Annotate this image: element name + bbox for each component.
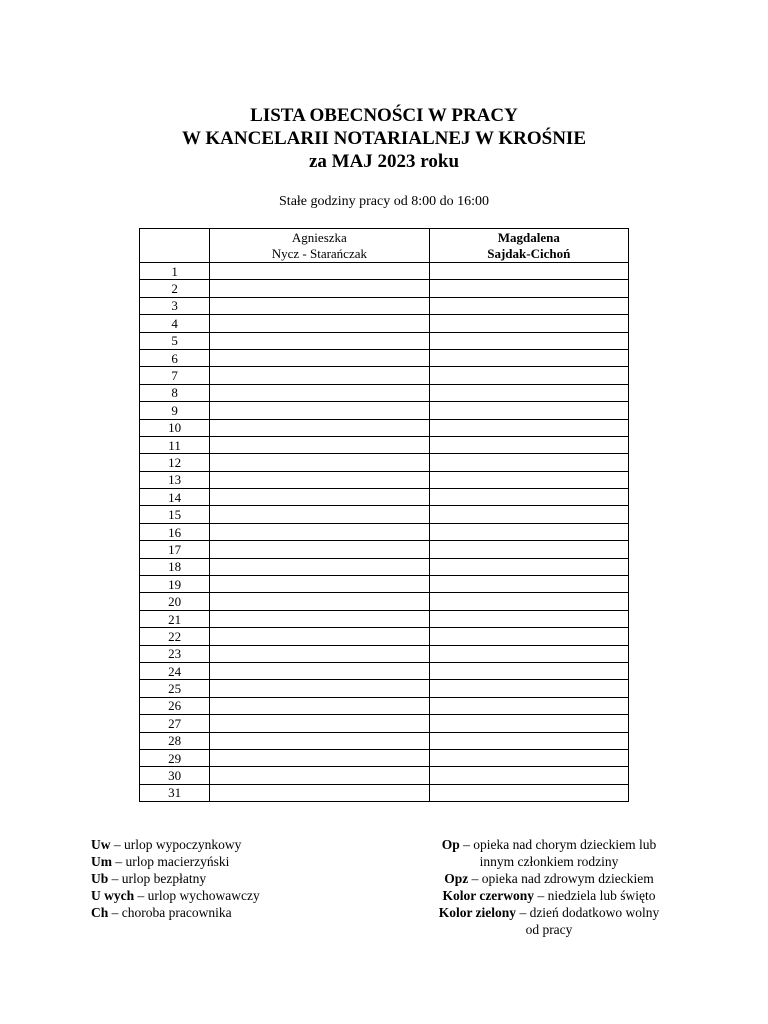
day-number: 15 bbox=[140, 506, 210, 523]
table-row bbox=[140, 715, 629, 732]
table-row bbox=[140, 558, 629, 575]
attendance-cell[interactable] bbox=[429, 436, 628, 453]
day-number: 11 bbox=[140, 436, 210, 453]
attendance-cell[interactable] bbox=[210, 506, 429, 523]
employee-first-name: Agnieszka bbox=[291, 229, 347, 245]
attendance-cell[interactable] bbox=[429, 332, 628, 349]
title-line-2: W KANCELARII NOTARIALNEJ W KROŚNIE bbox=[181, 128, 586, 149]
document-title bbox=[0, 104, 768, 173]
attendance-cell[interactable] bbox=[429, 419, 628, 436]
legend-left bbox=[91, 836, 391, 921]
table-row bbox=[140, 749, 629, 766]
table-row bbox=[140, 332, 629, 349]
attendance-cell[interactable] bbox=[210, 610, 429, 627]
legend-item bbox=[91, 836, 391, 853]
attendance-cell[interactable] bbox=[210, 471, 429, 488]
attendance-cell[interactable] bbox=[210, 523, 429, 540]
day-number: 7 bbox=[140, 367, 210, 384]
attendance-cell[interactable] bbox=[429, 349, 628, 366]
table-row bbox=[140, 280, 629, 297]
legend-code: U wych bbox=[91, 888, 135, 903]
day-number: 23 bbox=[140, 645, 210, 662]
attendance-cell[interactable] bbox=[210, 489, 429, 506]
table-row bbox=[140, 297, 629, 314]
day-number: 31 bbox=[140, 784, 210, 801]
attendance-cell[interactable] bbox=[429, 715, 628, 732]
title-line-3: za MAJ 2023 roku bbox=[308, 151, 460, 172]
attendance-table bbox=[139, 228, 629, 802]
day-number: 24 bbox=[140, 662, 210, 679]
day-number: 17 bbox=[140, 541, 210, 558]
attendance-cell[interactable] bbox=[429, 315, 628, 332]
table-row bbox=[140, 454, 629, 471]
attendance-cell[interactable] bbox=[429, 263, 628, 280]
day-number: 16 bbox=[140, 523, 210, 540]
attendance-cell[interactable] bbox=[210, 454, 429, 471]
attendance-cell[interactable] bbox=[210, 297, 429, 314]
employee-column-header-1 bbox=[210, 229, 429, 263]
day-number: 19 bbox=[140, 576, 210, 593]
attendance-cell[interactable] bbox=[429, 367, 628, 384]
day-number: 25 bbox=[140, 680, 210, 697]
attendance-cell[interactable] bbox=[429, 662, 628, 679]
attendance-cell[interactable] bbox=[429, 645, 628, 662]
table-row bbox=[140, 662, 629, 679]
day-number: 5 bbox=[140, 332, 210, 349]
table-row bbox=[140, 315, 629, 332]
attendance-cell[interactable] bbox=[429, 280, 628, 297]
table-row bbox=[140, 419, 629, 436]
table-body bbox=[140, 263, 629, 802]
day-number: 12 bbox=[140, 454, 210, 471]
attendance-cell[interactable] bbox=[210, 315, 429, 332]
attendance-cell[interactable] bbox=[210, 645, 429, 662]
table-row bbox=[140, 402, 629, 419]
legend-right bbox=[404, 836, 694, 938]
day-number: 30 bbox=[140, 767, 210, 784]
attendance-cell[interactable] bbox=[210, 593, 429, 610]
title-line-1: LISTA OBECNOŚCI W PRACY bbox=[250, 105, 518, 126]
attendance-cell[interactable] bbox=[429, 576, 628, 593]
day-number: 27 bbox=[140, 715, 210, 732]
attendance-cell[interactable] bbox=[429, 558, 628, 575]
legend-code: Um bbox=[91, 854, 112, 869]
table-row bbox=[140, 263, 629, 280]
attendance-cell[interactable] bbox=[429, 471, 628, 488]
day-column-header bbox=[140, 229, 210, 263]
attendance-cell[interactable] bbox=[210, 662, 429, 679]
employee-last-name: Sajdak-Cichoń bbox=[487, 245, 571, 261]
table-row bbox=[140, 367, 629, 384]
legend-item bbox=[404, 836, 694, 853]
day-number: 14 bbox=[140, 489, 210, 506]
legend-desc: – opieka nad chorym dzieckiem lub bbox=[459, 837, 657, 852]
attendance-cell[interactable] bbox=[429, 610, 628, 627]
legend-code: Ub bbox=[91, 871, 109, 886]
legend-desc: – urlop macierzyński bbox=[112, 854, 230, 869]
legend-desc: – opieka nad zdrowym dzieckiem bbox=[468, 871, 654, 886]
attendance-cell[interactable] bbox=[210, 767, 429, 784]
table-row bbox=[140, 436, 629, 453]
legend-code: Opz bbox=[444, 871, 469, 886]
table-row bbox=[140, 680, 629, 697]
attendance-cell[interactable] bbox=[210, 558, 429, 575]
legend-item bbox=[404, 870, 694, 887]
day-number: 21 bbox=[140, 610, 210, 627]
table-header-row bbox=[140, 229, 629, 263]
attendance-cell[interactable] bbox=[210, 784, 429, 801]
attendance-cell[interactable] bbox=[429, 628, 628, 645]
attendance-cell[interactable] bbox=[210, 732, 429, 749]
attendance-cell[interactable] bbox=[429, 402, 628, 419]
table-row bbox=[140, 697, 629, 714]
attendance-cell[interactable] bbox=[429, 523, 628, 540]
attendance-cell[interactable] bbox=[429, 697, 628, 714]
day-number: 4 bbox=[140, 315, 210, 332]
attendance-cell[interactable] bbox=[429, 749, 628, 766]
day-number: 18 bbox=[140, 558, 210, 575]
attendance-cell[interactable] bbox=[210, 576, 429, 593]
day-number: 20 bbox=[140, 593, 210, 610]
legend-code: Ch bbox=[91, 905, 109, 920]
day-number: 22 bbox=[140, 628, 210, 645]
attendance-cell[interactable] bbox=[210, 436, 429, 453]
table-row bbox=[140, 645, 629, 662]
attendance-cell[interactable] bbox=[210, 541, 429, 558]
attendance-cell[interactable] bbox=[210, 349, 429, 366]
attendance-cell[interactable] bbox=[429, 541, 628, 558]
legend-code: Uw bbox=[91, 837, 111, 852]
working-hours-note: Stałe godziny pracy od 8:00 do 16:00 bbox=[279, 194, 489, 209]
table-row bbox=[140, 784, 629, 801]
day-number: 28 bbox=[140, 732, 210, 749]
day-number: 8 bbox=[140, 384, 210, 401]
day-number: 10 bbox=[140, 419, 210, 436]
legend-desc: – urlop bezpłatny bbox=[108, 871, 207, 886]
attendance-cell[interactable] bbox=[429, 506, 628, 523]
legend-item bbox=[91, 887, 391, 904]
attendance-cell[interactable] bbox=[210, 332, 429, 349]
legend-desc: – choroba pracownika bbox=[108, 905, 232, 920]
day-number: 29 bbox=[140, 749, 210, 766]
day-number: 2 bbox=[140, 280, 210, 297]
attendance-cell[interactable] bbox=[210, 367, 429, 384]
attendance-cell[interactable] bbox=[429, 767, 628, 784]
table-row bbox=[140, 593, 629, 610]
legend-desc: – dzień dodatkowo wolny bbox=[516, 905, 660, 920]
attendance-cell[interactable] bbox=[210, 402, 429, 419]
legend-item-continuation: innym członkiem rodziny bbox=[479, 854, 619, 869]
day-number: 26 bbox=[140, 697, 210, 714]
legend-code: Op bbox=[441, 837, 460, 852]
employee-last-name: Nycz - Starańczak bbox=[271, 245, 367, 261]
attendance-cell[interactable] bbox=[429, 489, 628, 506]
legend-desc: – urlop wychowawczy bbox=[134, 888, 260, 903]
attendance-cell[interactable] bbox=[210, 384, 429, 401]
legend-item bbox=[404, 887, 694, 904]
table-row bbox=[140, 610, 629, 627]
legend-code: Kolor zielony bbox=[438, 905, 517, 920]
legend-item bbox=[91, 904, 391, 921]
legend-code: Kolor czerwony bbox=[442, 888, 535, 903]
attendance-cell[interactable] bbox=[429, 732, 628, 749]
table-row bbox=[140, 523, 629, 540]
attendance-cell[interactable] bbox=[210, 628, 429, 645]
table-row bbox=[140, 767, 629, 784]
attendance-cell[interactable] bbox=[210, 749, 429, 766]
table-row bbox=[140, 471, 629, 488]
table-row bbox=[140, 541, 629, 558]
legend-desc: – niedziela lub święto bbox=[534, 888, 656, 903]
legend-item bbox=[404, 904, 694, 921]
employee-first-name: Magdalena bbox=[497, 229, 560, 245]
legend-item-continuation: od pracy bbox=[525, 922, 573, 937]
legend-item bbox=[91, 853, 391, 870]
attendance-cell[interactable] bbox=[429, 680, 628, 697]
attendance-cell[interactable] bbox=[429, 593, 628, 610]
attendance-cell[interactable] bbox=[210, 419, 429, 436]
attendance-cell[interactable] bbox=[429, 454, 628, 471]
table-row bbox=[140, 576, 629, 593]
attendance-cell[interactable] bbox=[210, 697, 429, 714]
attendance-cell[interactable] bbox=[210, 263, 429, 280]
attendance-cell[interactable] bbox=[429, 297, 628, 314]
table-row bbox=[140, 384, 629, 401]
legend-item bbox=[91, 870, 391, 887]
attendance-cell[interactable] bbox=[210, 280, 429, 297]
legend-desc: – urlop wypoczynkowy bbox=[110, 837, 242, 852]
day-number: 13 bbox=[140, 471, 210, 488]
day-number: 6 bbox=[140, 349, 210, 366]
day-number: 1 bbox=[140, 263, 210, 280]
attendance-cell[interactable] bbox=[429, 784, 628, 801]
employee-column-header-2 bbox=[429, 229, 628, 263]
day-number: 3 bbox=[140, 297, 210, 314]
table-row bbox=[140, 506, 629, 523]
table-row bbox=[140, 349, 629, 366]
day-number: 9 bbox=[140, 402, 210, 419]
attendance-cell[interactable] bbox=[210, 680, 429, 697]
table-row bbox=[140, 628, 629, 645]
attendance-cell[interactable] bbox=[429, 384, 628, 401]
attendance-cell[interactable] bbox=[210, 715, 429, 732]
table-row bbox=[140, 732, 629, 749]
table-row bbox=[140, 489, 629, 506]
